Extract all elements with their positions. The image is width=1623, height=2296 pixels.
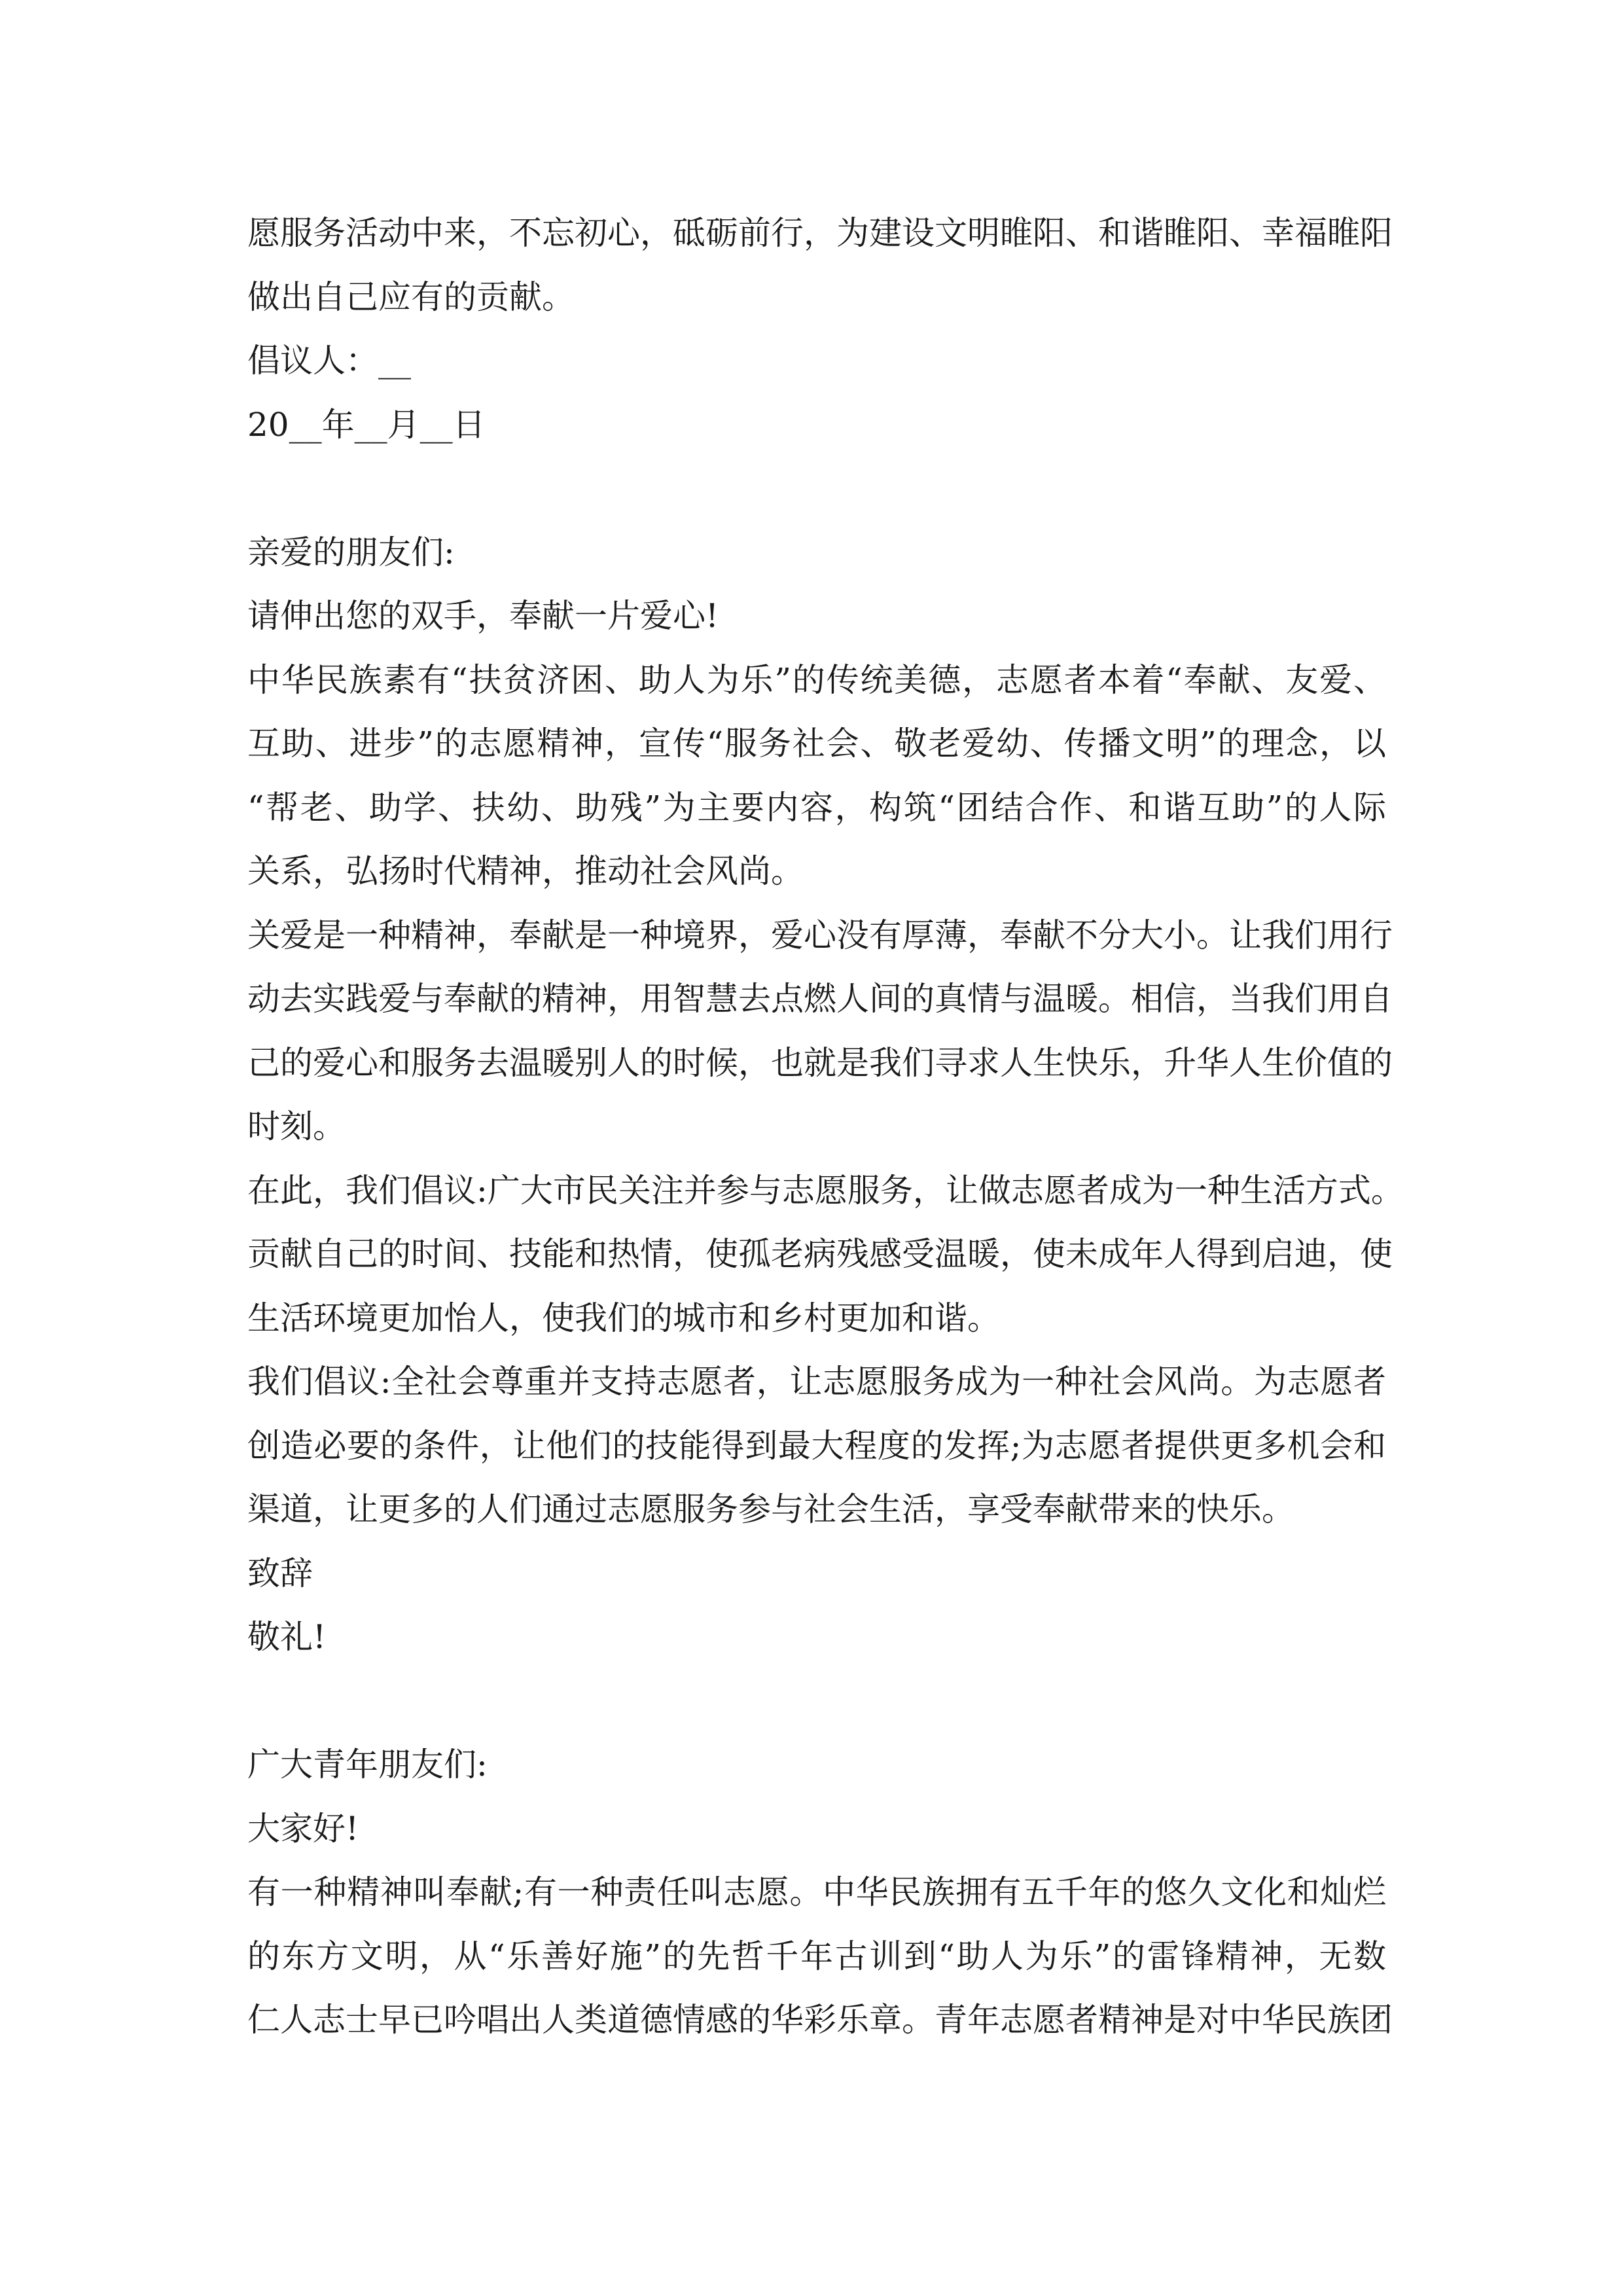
paragraph-line: 渠道，让更多的人们通过志愿服务参与社会生活，享受奉献带来的快乐。	[247, 1490, 1294, 1528]
paragraph-line: 我们倡议:全社会尊重并支持志愿者，让志愿服务成为一种社会风尚。为志愿者	[247, 1363, 1386, 1401]
paragraph-line: 生活环境更加怡人，使我们的城市和乡村更加和谐。	[247, 1299, 1000, 1337]
salutation: 亲爱的朋友们:	[247, 533, 455, 571]
paragraph-line: 做出自己应有的贡献。	[247, 278, 575, 316]
closing-line: 致辞	[247, 1554, 313, 1592]
closing-line: 敬礼!	[247, 1618, 327, 1656]
section-gap	[247, 457, 1386, 521]
paragraph-line: 己的爱心和服务去温暖别人的时候，也就是我们寻求人生快乐，升华人生价值的	[247, 1043, 1393, 1082]
paragraph-line: 时刻。	[247, 1107, 346, 1145]
paragraph-line: 愿服务活动中来，不忘初心，砥砺前行，为建设文明睢阳、和谐睢阳、幸福睢阳	[247, 214, 1393, 252]
paragraph-line: 互助、进步”的志愿精神，宣传“服务社会、敬老爱幼、传播文明”的理念，以	[247, 725, 1386, 762]
date-line: 20__年__月__日	[247, 405, 486, 444]
section-gap	[247, 1670, 1386, 1734]
paragraph-line: 中华民族素有“扶贫济困、助人为乐”的传统美德，志愿者本着“奉献、友爱、	[247, 660, 1386, 699]
paragraph-line: 动去实践爱与奉献的精神，用智慧去点燃人间的真情与温暖。相信，当我们用自	[247, 980, 1393, 1018]
paragraph-line: 关系，弘扬时代精神，推动社会风尚。	[247, 852, 804, 890]
paragraph-line: 请伸出您的双手，奉献一片爱心!	[247, 597, 719, 635]
greeting-line: 大家好!	[247, 1809, 359, 1848]
signatory-line: 倡议人：__	[247, 342, 411, 380]
salutation: 广大青年朋友们:	[247, 1746, 488, 1784]
paragraph-line: 有一种精神叫奉献;有一种责任叫志愿。中华民族拥有五千年的悠久文化和灿烂	[247, 1873, 1386, 1911]
paragraph-line: 贡献自己的时间、技能和热情，使孤老病残感受温暖，使未成年人得到启迪，使	[247, 1235, 1393, 1273]
paragraph-line: 关爱是一种精神，奉献是一种境界，爱心没有厚薄，奉献不分大小。让我们用行	[247, 916, 1393, 954]
paragraph-line: 仁人志士早已吟唱出人类道德情感的华彩乐章。青年志愿者精神是对中华民族团	[247, 2001, 1393, 2039]
paragraph-line: 创造必要的条件，让他们的技能得到最大程度的发挥;为志愿者提供更多机会和	[247, 1426, 1386, 1465]
paragraph-line: 的东方文明，从“乐善好施”的先哲千年古训到“助人为乐”的雷锋精神，无数	[247, 1937, 1386, 1975]
paragraph-line: “帮老、助学、扶幼、助残”为主要内容，构筑“团结合作、和谐互助”的人际	[247, 788, 1386, 827]
document-body	[247, 202, 1404, 2053]
paragraph-line: 在此，我们倡议:广大市民关注并参与志愿服务，让做志愿者成为一种生活方式。	[247, 1171, 1404, 1210]
